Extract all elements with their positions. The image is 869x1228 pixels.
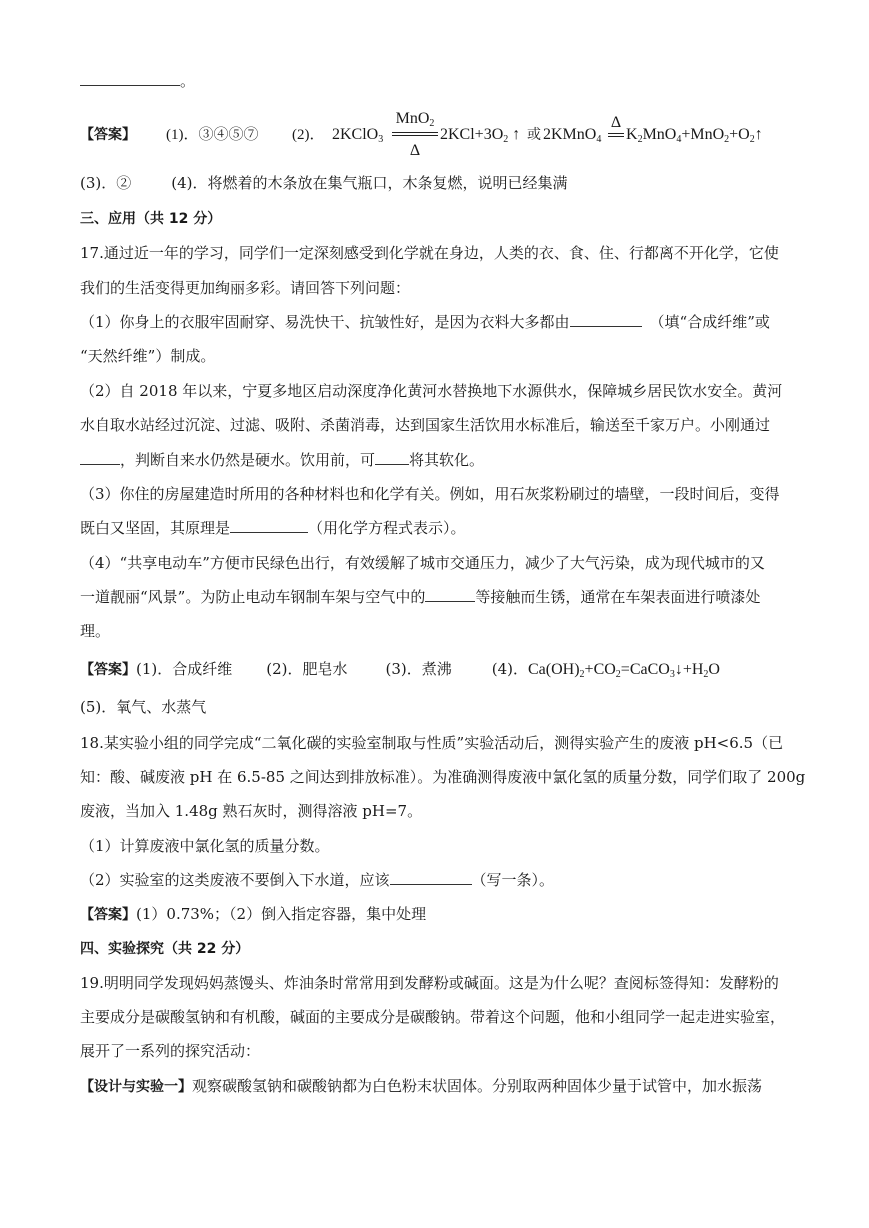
experiment-label: 【设计与实验一】 xyxy=(80,1079,192,1095)
equation-kclo3: 2KClO$_3$ xyxy=(332,126,384,145)
q19-line-4: 【设计与实验一】观察碳酸氢钠和碳酸钠都为白色粉末状固体。分别取两种固体少量于试管中，加水振荡 xyxy=(80,1077,763,1095)
answer-blank xyxy=(390,870,472,885)
q17-sub-1: （1）你身上的衣服牢固耐穿、易洗快干、抗皱性好，是因为衣料大多都由 （填“合成纤维”或 xyxy=(80,313,770,331)
equation-kmno4: 2KMnO$_4$ xyxy=(543,126,602,145)
answer-part-1: (1)．合成纤维 xyxy=(136,660,233,678)
q18-sub-1: （1）计算废液中氯化氢的质量分数。 xyxy=(80,837,330,855)
q17-line-1: 17.通过近一年的学习，同学们一定深刻感受到化学就在身边，人类的衣、食、住、行都离不开化学，它使 xyxy=(80,244,779,262)
answer-part-2-label: (2)． xyxy=(292,127,325,143)
equation-product-2: $K_2MnO_4+MnO_2+O_2↑$ xyxy=(626,126,763,145)
catalyst-mno2: MnO$_2$ xyxy=(395,110,435,129)
answer-blank xyxy=(230,518,308,533)
answer-part-1: (1)．③④⑤⑦ xyxy=(166,127,259,143)
q17-sub-2-cont: 水自取水站经过沉淀、过滤、吸附、杀菌消毒，达到国家生活饮用水标准后，输送至千家万户。小刚通过 xyxy=(80,416,771,434)
answer-18-line xyxy=(80,903,426,926)
or-text: 或 xyxy=(527,128,541,143)
answer-part-4-label: (4)． xyxy=(491,660,528,678)
q18-sub-2: （2）实验室的这类废液不要倒入下水道，应该 （写一条）。 xyxy=(80,871,555,889)
equals-sign-2 xyxy=(608,133,624,137)
period: 。 xyxy=(180,72,196,90)
answer-17-line-2: (5)．氧气、水蒸气 xyxy=(80,698,207,716)
answer-18-text: (1）0.73%；（2）倒入指定容器，集中处理 xyxy=(136,905,427,923)
q18-line-2: 知：酸、碱废液 pH 在 6.5-85 之间达到排放标准）。为准确测得废液中氯化氢的质量分数，同学们取了 200g xyxy=(80,768,806,786)
answer-blank xyxy=(80,450,120,465)
q18-line-3: 废液，当加入 1.48g 熟石灰时，测得溶液 pH=7。 xyxy=(80,802,423,820)
equation-caco3: $Ca(OH)_2+CO_2=CaCO_3↓+H_2O$ xyxy=(528,661,720,680)
answer-blank xyxy=(80,71,180,86)
q17-sub-4-cont: 一道靓丽“风景”。为防止电动车钢制车架与空气中的 等接触而生锈，通常在车架表面进行喷漆处 xyxy=(80,588,761,606)
equation-product-1: $2KCl+3O_2$ ↑ xyxy=(440,126,521,145)
q17-sub-4: （4）“共享电动车”方便市民绿色出行，有效缓解了城市交通压力，减少了大气污染，成为现代城市的又 xyxy=(80,554,765,572)
q17-line-2: 我们的生活变得更加绚丽多彩。请回答下列问题： xyxy=(80,279,411,297)
answer-blank xyxy=(375,450,409,465)
answer-label: 【答案】 xyxy=(80,907,136,923)
q17-sub-2-cont-2: ，判断自来水仍然是硬水。饮用前，可 将其软化。 xyxy=(80,449,484,471)
q19-line-1: 19.明明同学发现妈妈蒸馒头、炸油条时常常用到发酵粉或碱面。这是为什么呢？查阅标签得知：发酵粉的 xyxy=(80,974,779,992)
answer-part-3: (3)．② xyxy=(80,174,132,192)
q19-line-3: 展开了一系列的探究活动： xyxy=(80,1042,261,1060)
blank-line-tail xyxy=(80,70,195,92)
answer-blank xyxy=(425,587,475,602)
q18-line-1: 18.某实验小组的同学完成“二氧化碳的实验室制取与性质”实验活动后，测得实验产生的废液 pH<6.5（已 xyxy=(80,734,784,752)
equals-sign xyxy=(392,132,438,136)
answer-16-line-2 xyxy=(80,172,568,194)
section-heading-3: 三、应用（共 12 分） xyxy=(80,211,222,227)
answer-part-3: (3)．煮沸 xyxy=(385,660,452,678)
q17-sub-3: （3）你住的房屋建造时所用的各种材料也和化学有关。例如，用石灰浆粉刷过的墙壁，一段时间后，变得 xyxy=(80,485,780,503)
answer-part-4: (4)．将燃着的木条放在集气瓶口，木条复燃，说明已经集满 xyxy=(171,174,568,192)
answer-part-2: (2)．肥皂水 xyxy=(266,660,348,678)
q19-line-2: 主要成分是碳酸氢钠和有机酸，碱面的主要成分是碳酸钠。带着这个问题，他和小组同学一起走进实验室， xyxy=(80,1008,786,1026)
heat-symbol: Δ xyxy=(409,142,421,159)
q17-sub-3-cont: 既白又坚固，其原理是 （用化学方程式表示）。 xyxy=(80,519,466,537)
heat-symbol-2: Δ xyxy=(610,114,622,131)
answer-blank xyxy=(570,312,642,327)
answer-label: 【答案】 xyxy=(80,662,136,678)
q17-sub-4-cont-2: 理。 xyxy=(80,622,111,640)
q17-sub-2: （2）自 2018 年以来，宁夏多地区启动深度净化黄河水替换地下水源供水，保障城乡居民饮水安全。黄河 xyxy=(80,382,783,400)
answer-17-line xyxy=(80,658,720,686)
answer-label: 【答案】 xyxy=(80,127,136,143)
q17-sub-1-cont: “天然纤维”）制成。 xyxy=(80,347,216,365)
section-heading-4: 四、实验探究（共 22 分） xyxy=(80,941,250,957)
